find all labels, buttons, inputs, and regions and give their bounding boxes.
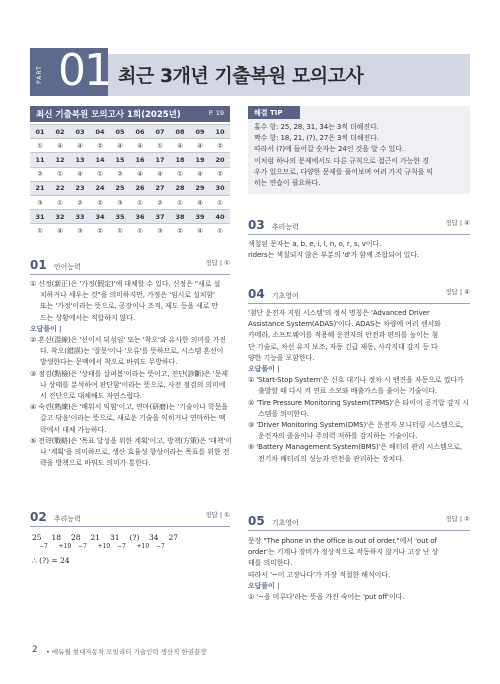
grid-answer: ④ (110, 139, 130, 153)
grid-question-number: 39 (190, 210, 210, 224)
answer-grid-number-row (30, 210, 230, 224)
grid-answer: ② (210, 167, 230, 181)
q05-answer: 정답 | ② (445, 515, 470, 523)
grid-question-number: 22 (50, 181, 70, 195)
q04-category: 기초영어 (271, 292, 299, 300)
q04-wrong-label: 오답풀이 | (248, 365, 280, 374)
q04-line: '첨단 운전자 지원 시스템'의 정식 명칭은 'Advanced Driver (248, 309, 430, 317)
q04-line: 카메라, 소프트웨어를 적용해 운전자의 안전과 편의를 높이는 첨 (248, 331, 439, 340)
grid-question-number: 40 (210, 210, 230, 224)
grid-question-number: 38 (170, 210, 190, 224)
grid-answer: ② (70, 195, 90, 209)
grid-question-number: 09 (190, 125, 210, 139)
q01-header (30, 258, 230, 272)
grid-answer: ④ (150, 167, 170, 181)
q05-wrong-label: 오답풀이 | (248, 581, 280, 590)
grid-answer: ① (110, 224, 130, 238)
grid-answer: ② (90, 195, 110, 209)
grid-question-number: 26 (130, 181, 150, 195)
grid-answer: ② (90, 224, 110, 238)
answer-grid-answer-row (30, 167, 230, 181)
grid-answer: ① (130, 224, 150, 238)
q05-line: 문장 "The phone in the office is out of order."에서 'out of (248, 537, 437, 545)
grid-question-number: 06 (130, 125, 150, 139)
exam-box-title (30, 106, 230, 122)
grid-answer: ① (210, 195, 230, 209)
answer-grid-number-row (30, 181, 230, 195)
grid-answer: ④ (130, 167, 150, 181)
part-number: 01 (58, 45, 110, 96)
grid-question-number: 20 (210, 153, 230, 167)
grid-answer: ④ (50, 224, 70, 238)
sequence-term: 27 (168, 533, 179, 542)
grid-answer: ① (90, 167, 110, 181)
grid-question-number: 37 (150, 210, 170, 224)
grid-question-number: 11 (30, 153, 50, 167)
grid-question-number: 30 (210, 181, 230, 195)
grid-answer: ① (170, 167, 190, 181)
q01-number: 01 (30, 258, 47, 272)
grid-question-number: 12 (50, 153, 70, 167)
grid-question-number: 15 (110, 153, 130, 167)
grid-question-number: 28 (170, 181, 190, 195)
grid-question-number: 01 (30, 125, 50, 139)
tip-line: 홀수 항: 25, 28, 31, 34는 3씩 더해진다. (254, 123, 379, 131)
grid-answer: ① (150, 139, 170, 153)
q04-explanation (248, 308, 470, 465)
grid-answer: ② (150, 195, 170, 209)
q01-line: 드는 상황에서는 적합하지 않다. (40, 313, 136, 322)
sequence-operation: −7 (117, 543, 126, 550)
q02-divider (30, 526, 230, 527)
q01-line: 또는 '가정'이라는 뜻으로, 공장이나 조직, 제도 등을 새로 만 (40, 302, 219, 311)
grid-answer: ① (50, 195, 70, 209)
grid-question-number: 27 (150, 181, 170, 195)
grid-answer: ④ (130, 139, 150, 153)
grid-question-number: 05 (110, 125, 130, 139)
sequence-term: 21 (90, 533, 101, 542)
q01-category: 언어능력 (53, 263, 81, 271)
footer-page-number: 2 (32, 645, 38, 655)
q01-wrong-label: 오답풀이 | (30, 324, 62, 333)
tip-line: 짝수 항: 18, 21, (?), 27은 3씩 더해진다. (254, 134, 379, 143)
tip-content (254, 122, 468, 189)
q04-header (248, 287, 470, 301)
q03-line: riders는 색칠되지 않은 부분의 'd'가 함께 조합되어 있다. (248, 251, 420, 260)
grid-answer: ① (170, 195, 190, 209)
q01-wrong-item: ④ 숙련(熟練)은 '배워서 익힘'이고, 연마(研磨)는 '기술이나 학문을 갈고 닦음'이라는 뜻으로, 새로운 기술을 익히거나 연마하는 맥락에서 대체 가능하다. (30, 403, 228, 434)
q05-category: 기초영어 (271, 519, 299, 527)
q05-divider (248, 530, 470, 531)
tip-line: 히는 연습이 필요하다. (254, 179, 321, 188)
grid-answer: ④ (70, 139, 90, 153)
q01-line: 치하거나 세우는 것"을 의미하지만, 가정은 '임시로 설치함' (40, 291, 215, 300)
sequence-operation: +10 (136, 543, 150, 550)
q04-wrong-item: ③ 'Driver Monitoring System(DMS)'은 운전자 모니터링 시스템으로, 운전자의 졸음이나 주의력 저하를 감지하는 기술이다. (248, 421, 464, 441)
q05-line: order'는 기계나 장비가 정상적으로 작동하지 않거나 고장 난 상 (248, 548, 439, 557)
exam-box-page-ref: P. 19 (208, 109, 224, 117)
q01-wrong-item: ③ 점검(點檢)은 '상태를 살펴봄'이라는 뜻이고, 진단(診斷)은 '문제나 상태를 분석하여 판단함'이라는 뜻으로, 사전 점검의 의미에서 진단으로 대체해도 자연스럽다. (30, 369, 228, 401)
sequence-operation: +10 (97, 543, 111, 550)
q02-header (30, 510, 230, 524)
q02-result: ∴ (?) = 24 (32, 556, 70, 565)
sequence-operation: −7 (78, 543, 87, 550)
q03-divider (248, 234, 470, 235)
q04-line: 양한 기능을 포함한다. (248, 353, 315, 362)
q02-number: 02 (30, 510, 47, 524)
sequence-term: (?) (129, 533, 140, 542)
tip-title: 해결 TIP (248, 106, 300, 119)
grid-question-number: 32 (50, 210, 70, 224)
sequence-operation: +10 (58, 543, 72, 550)
grid-question-number: 19 (190, 153, 210, 167)
sequence-term: 18 (51, 533, 62, 542)
grid-answer: ② (90, 139, 110, 153)
q04-line: 단 기술로, 차선 유지 보조, 자동 긴급 제동, 사각지대 감지 등 다 (248, 342, 438, 351)
grid-question-number: 07 (150, 125, 170, 139)
q02-answer: 정답 | ① (205, 511, 230, 519)
q01-explanation (30, 279, 232, 469)
grid-answer: ① (30, 139, 50, 153)
grid-question-number: 13 (70, 153, 90, 167)
grid-question-number: 25 (110, 181, 130, 195)
grid-question-number: 14 (90, 153, 110, 167)
q05-number: 05 (248, 514, 265, 528)
grid-question-number: 16 (130, 153, 150, 167)
grid-answer: ③ (150, 224, 170, 238)
grid-answer: ① (30, 224, 50, 238)
sequence-operation: −7 (156, 543, 165, 550)
grid-answer: ② (110, 167, 130, 181)
grid-answer: ① (210, 224, 230, 238)
grid-question-number: 23 (70, 181, 90, 195)
sequence-term: 31 (110, 533, 120, 542)
answer-grid-number-row (30, 153, 230, 167)
sequence-term: 34 (149, 533, 159, 542)
grid-question-number: 10 (210, 125, 230, 139)
q04-divider (248, 303, 470, 304)
grid-answer: ① (50, 167, 70, 181)
answer-grid-number-row (30, 125, 230, 139)
grid-answer: ② (210, 139, 230, 153)
grid-question-number: 24 (90, 181, 110, 195)
grid-answer: ④ (70, 167, 90, 181)
q03-header (248, 218, 470, 232)
answer-grid-answer-row (30, 139, 230, 153)
answer-grid-answer-row (30, 224, 230, 238)
q03-category: 추리능력 (271, 223, 299, 231)
grid-answer: ④ (190, 224, 210, 238)
grid-answer: ③ (110, 195, 130, 209)
q05-header (248, 514, 470, 528)
q04-wrong-item: ① 'Start-Stop System'은 신호 대기나 정차 시 엔진을 자동으로 껐다가 출발할 때 다시 켜 연료 소모와 배출가스를 줄이는 기술이다. (248, 376, 464, 396)
sequence-operation: −7 (39, 543, 48, 550)
grid-question-number: 35 (110, 210, 130, 224)
grid-question-number: 18 (170, 153, 190, 167)
grid-question-number: 17 (150, 153, 170, 167)
grid-question-number: 31 (30, 210, 50, 224)
grid-answer: ④ (190, 167, 210, 181)
footer-text: • 에듀윌 현대자동차 모빌리티 기술인력 생산직 한권끝장 (46, 648, 207, 656)
grid-answer: ③ (70, 224, 90, 238)
grid-question-number: 08 (170, 125, 190, 139)
q03-explanation (248, 239, 470, 261)
grid-question-number: 21 (30, 181, 50, 195)
q04-wrong-item: ⑤ 'Battery Management System(BMS)'은 배터리 관리 시스템으로, 전기차 배터리의 성능과 안전을 관리하는 장치다. (248, 443, 463, 463)
q01-line: ① 신정(新正)은 '가정(假定)'에 대체할 수 있다. 신정은 "새로 설 (30, 280, 221, 288)
q01-divider (30, 274, 230, 275)
answer-grid (30, 124, 230, 238)
grid-answer: ② (170, 224, 190, 238)
q04-line: Assistance System(ADAS)'이다. ADAS는 차량에 여러 센서와 (248, 320, 441, 329)
grid-answer: ③ (30, 195, 50, 209)
sequence-term: 28 (71, 533, 81, 542)
q01-wrong-item: ② 혼선(混線)은 '선이서 뒤섞임' 또는 '착오'와 유사한 의미를 가진다. 착오(錯誤)는 '잘못'이나 '오류'를 뜻하므로, 시스템 혼선이 발생한다는 문맥에서 착오로 바꿔도 무방하다. (30, 336, 227, 367)
q05-line: 따라서 '~이 고장나다'가 가장 적절한 해석이다. (248, 570, 391, 579)
q02-category: 추리능력 (53, 515, 81, 523)
q03-answer: 정답 | ④ (445, 219, 470, 227)
q04-answer: 정답 | ④ (445, 288, 470, 296)
q04-number: 04 (248, 287, 265, 301)
tip-line: 따라서 (?)에 들어갈 숫자는 24인 것을 알 수 있다. (254, 145, 404, 154)
q05-wrong-item: ① '~을 미루다'라는 뜻을 가진 숙어는 'put off'이다. (248, 593, 405, 602)
grid-question-number: 02 (50, 125, 70, 139)
grid-question-number: 29 (190, 181, 210, 195)
answer-grid-answer-row (30, 195, 230, 209)
q01-wrong-item: ⑤ 전략(戰略)은 '목표 달성을 위한 계획'이고, 방책(方策)은 '대책'이나 '계획'을 의미하므로, 생산 효율성 향상이라는 목표를 위한 전략을 방책으로 바꿔도 의미가 통한다. (30, 436, 232, 468)
grid-question-number: 36 (130, 210, 150, 224)
grid-answer: ④ (50, 139, 70, 153)
q05-explanation (248, 536, 470, 603)
part-label: PART (36, 65, 43, 84)
grid-answer: ② (30, 167, 50, 181)
grid-answer: ④ (170, 139, 190, 153)
page-title: 최근 3개년 기출복원 모의고사 (118, 65, 364, 87)
grid-answer: ④ (190, 139, 210, 153)
exam-box-title-text: 최신 기출복원 모의고사 1회(2025년) (36, 110, 181, 120)
grid-question-number: 34 (90, 210, 110, 224)
q05-line: 태를 의미한다. (248, 559, 293, 568)
q04-wrong-item: ② 'Tire Pressure Monitoring System(TPMS)'은 타이어 공기압 감지 시스템을 의미한다. (248, 398, 469, 418)
grid-question-number: 03 (70, 125, 90, 139)
q03-line: 색칠된 문자는 a, b, e, i, l, n, o, r, s, v이다. (248, 240, 382, 248)
tip-line: 이처럼 하나의 문제에서도 다른 규칙으로 접근이 가능한 경 (254, 156, 429, 165)
sequence-term: 25 (32, 533, 42, 542)
grid-question-number: 04 (90, 125, 110, 139)
grid-answer: ① (130, 195, 150, 209)
q01-answer: 정답 | ① (205, 259, 230, 267)
tip-line: 우가 있으므로, 다양한 문제를 풀어보며 여러 가지 규칙을 익 (254, 167, 434, 176)
grid-question-number: 33 (70, 210, 90, 224)
q03-number: 03 (248, 218, 265, 232)
grid-answer: ④ (190, 195, 210, 209)
